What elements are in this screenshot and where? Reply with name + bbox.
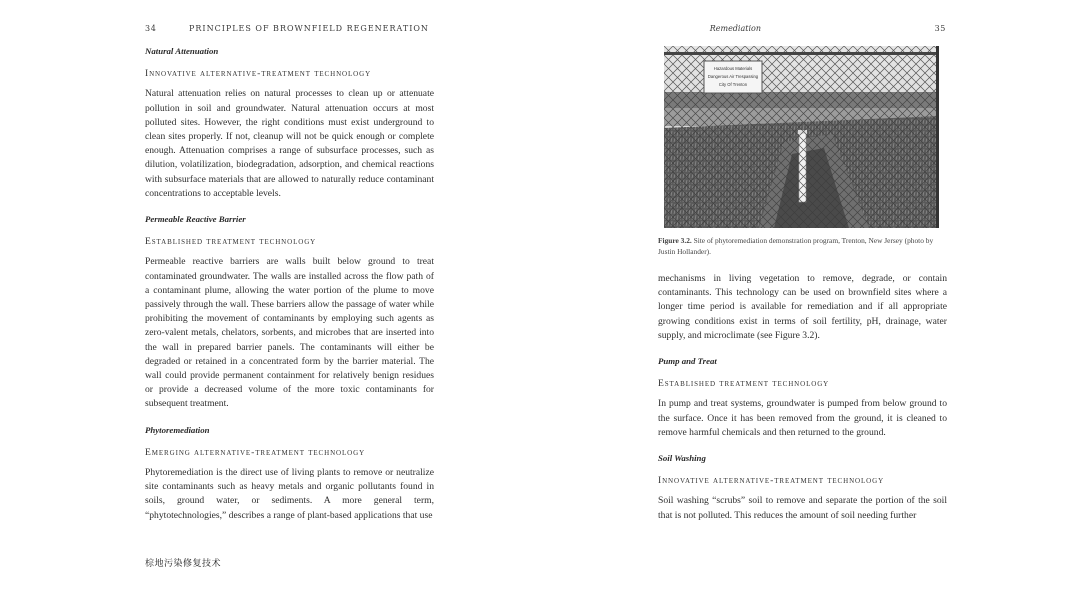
section-title: Natural Attenuation (145, 46, 219, 56)
section-paragraph: In pump and treat systems, groundwater is pumped from below ground to the surface. Once it has been removed from the ground, it is cleaned to remove harmful chemicals and then returned to the ground. (658, 398, 947, 438)
section-subtitle: Innovative alternative-treatment technology (145, 68, 372, 80)
section-paragraph: Permeable reactive barriers are walls built below ground to treat contaminated groundwater. The walls are installed across the flow path of a contaminant plume, allowing the water portion of the plume to move passively through the wall. These barriers allow the passage of water while prohibiting the movement of contaminants by employing such agents as zero-valent metals, chelators, sorbents, and microbes that are inserted into the wall in prepared barrier panels. The contaminants will either be degraded or retained in a concentrated form by the barrier material. The wall could provide permanent containment for relatively benign residues or provide a decreased volume of the more toxic contaminants for subsequent treatment. (145, 256, 434, 410)
running-title-left: PRINCIPLES OF BROWNFIELD REGENERATION (189, 24, 429, 33)
left-text-column (145, 44, 434, 534)
section-subtitle: Established treatment technology (658, 378, 830, 390)
section-subtitle: Emerging alternative-treatment technology (145, 446, 366, 458)
figure-caption (658, 235, 949, 257)
footer-book-title-cjk: 棕地污染修复技术 (145, 559, 222, 569)
sign-line: Dangerous Air Trespassing (707, 74, 759, 79)
section-title: Permeable Reactive Barrier (145, 214, 246, 225)
photo-illustration (664, 46, 939, 228)
section-paragraph: Phytoremediation is the direct use of living plants to remove or neutralize site contaminants such as heavy metals and organic pollutants found in soils, ground water, or sediments. A more general term, “phytotechnologies,” describes a range of plant-based applications that use (145, 467, 434, 521)
section-subtitle: Innovative alternative-treatment technology (658, 475, 885, 487)
sign-line: Hazardous Materials (713, 66, 753, 71)
section-phytoremediation (145, 423, 434, 523)
section-soil-washing (658, 451, 947, 523)
right-text-column (658, 272, 947, 534)
page-number-left: 34 (145, 24, 157, 33)
sign-line: City Of Trenton (718, 82, 748, 87)
running-title-right: Remediation (709, 24, 761, 33)
section-permeable-reactive-barrier (145, 212, 434, 412)
section-subtitle: Established treatment technology (145, 236, 317, 248)
figure-photo (664, 46, 939, 228)
section-title: Soil Washing (658, 453, 706, 464)
page-number-right: 35 (934, 24, 946, 33)
section-title: Pump and Treat (658, 356, 717, 367)
continuation-paragraph: mechanisms in living vegetation to remove, degrade, or contain contaminants. This technology can be used on brownfield sites where a longer time period is available for remediation and if all appropriate growing conditions exist in terms of soil fertility, pH, drainage, water supply, and microclimate (see Figure 3.2). (658, 273, 947, 341)
right-page (540, 0, 1080, 591)
figure-label: Figure 3.2. (658, 236, 692, 245)
section-paragraph: Natural attenuation relies on natural processes to clean up or attenuate pollution in soil and groundwater. Natural attenuation occurs at most polluted sites. However, the right conditions must exist underground to clean sites properly. If not, cleanup will not be quick enough or complete enough. Attenuation comprises a range of subsurface processes, such as dilution, volatilization, biodegradation, adsorption, and chemical reactions with subsurface materials that are allowed to naturally reduce contaminant concentrations to acceptable levels. (145, 88, 434, 199)
section-title: Phytoremediation (145, 424, 210, 435)
section-natural-attenuation (145, 44, 434, 201)
section-paragraph: Soil washing “scrubs” soil to remove and separate the portion of the soil that is not polluted. This reduces the amount of soil needing further (658, 495, 947, 521)
figure-caption-text: Site of phytoremediation demonstration program, Trenton, New Jersey (photo by Justin Hollander). (658, 236, 934, 256)
section-pump-and-treat (658, 354, 947, 440)
